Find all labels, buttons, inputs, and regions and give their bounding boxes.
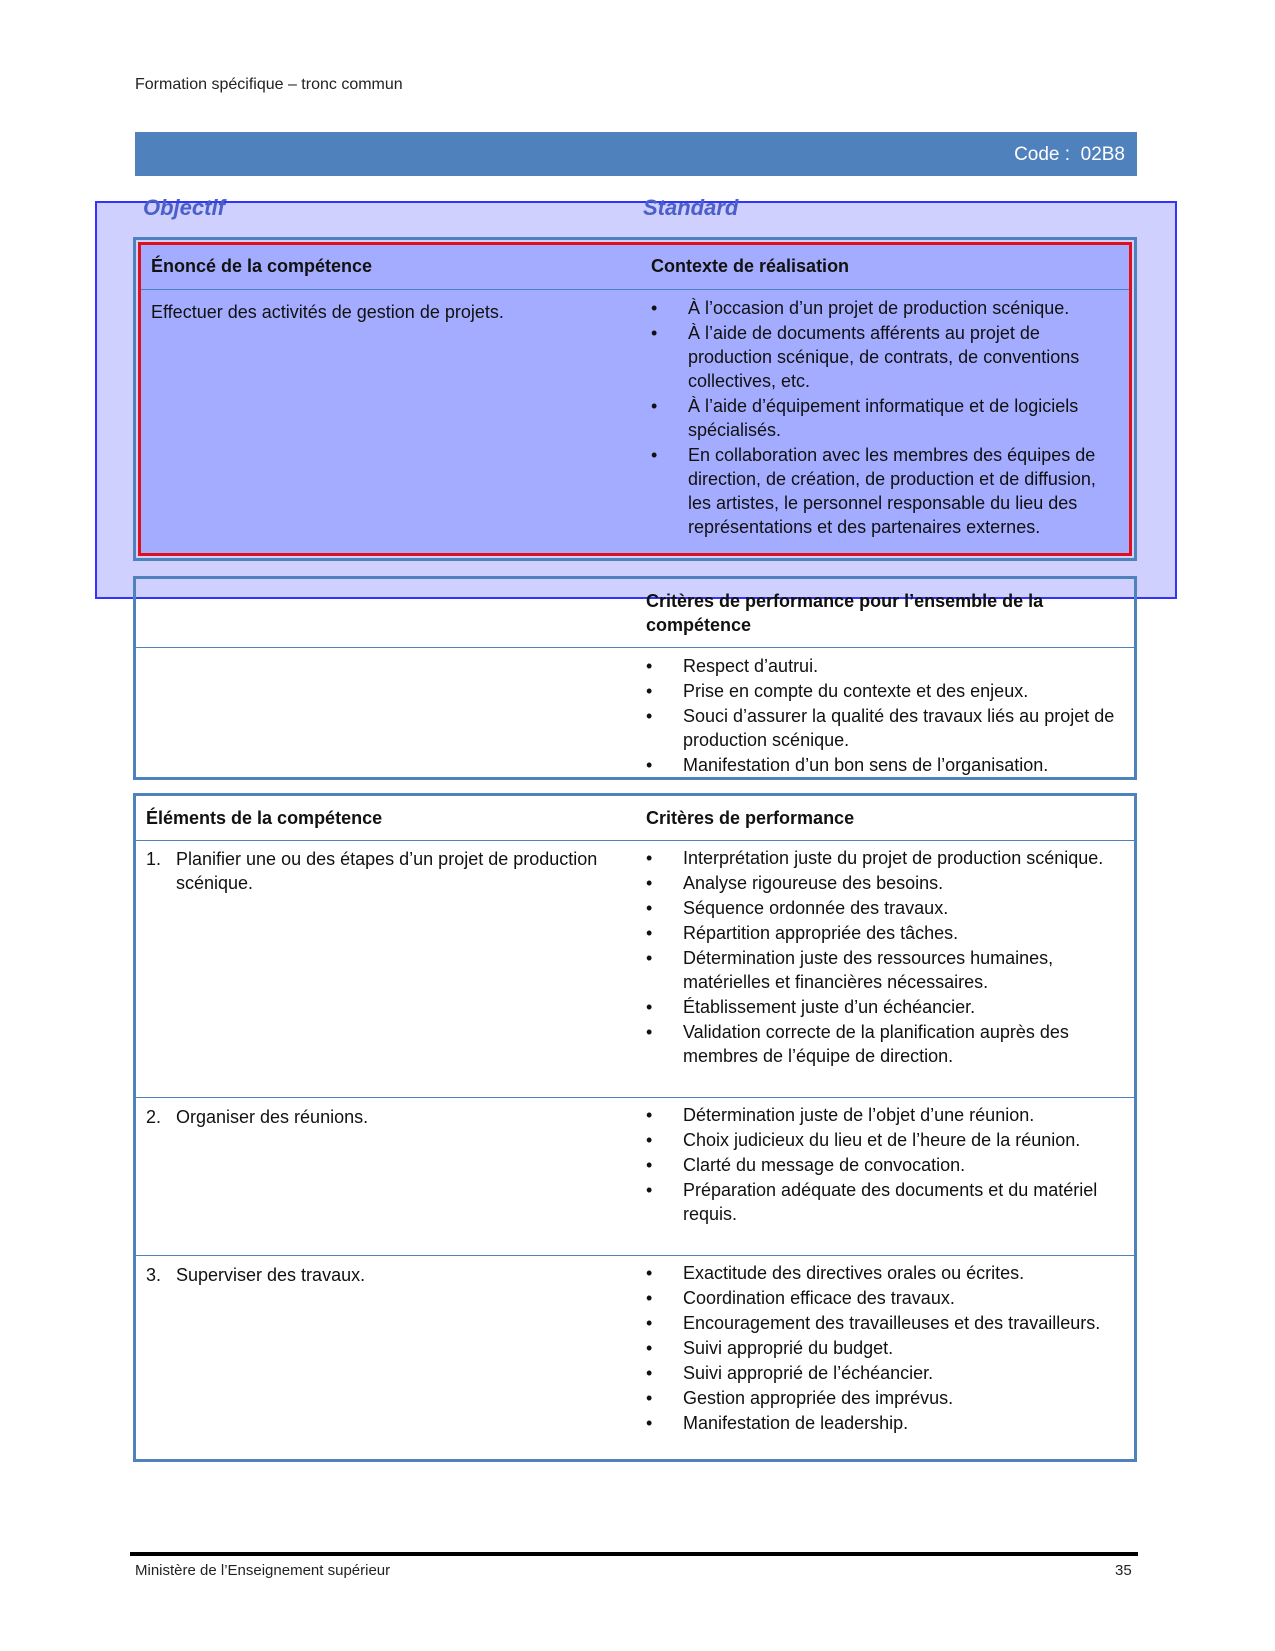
- ensemble-criteres-list: [646, 654, 1116, 778]
- list-item: • Analyse rigoureuse des besoins.: [646, 871, 1116, 895]
- list-item: • Détermination juste de l’objet d’une réunion.: [646, 1103, 1116, 1127]
- ensemble-header: Critères de performance pour l’ensemble de la compétence: [646, 591, 1044, 635]
- table-row: [136, 841, 1134, 1098]
- list-item: • Détermination juste des ressources humaines, matérielles et financières nécessaires.: [646, 946, 1116, 994]
- footer-ministry: Ministère de l’Enseignement supérieur: [135, 1562, 391, 1579]
- list-item: • Manifestation de leadership.: [646, 1411, 1116, 1435]
- page-number: 35: [1115, 1562, 1132, 1579]
- list-item: • Manifestation d’un bon sens de l’organisation.: [646, 753, 1116, 777]
- objectif-title: Objectif: [143, 195, 225, 220]
- contexte-list: [651, 296, 1121, 540]
- element-criteres-list: [646, 1103, 1116, 1227]
- footer-rule: [130, 1552, 1138, 1556]
- element-item: [146, 1263, 616, 1287]
- element-criteres-list: [646, 846, 1116, 1069]
- list-item: • Clarté du message de convocation.: [646, 1153, 1116, 1177]
- list-item: • Encouragement des travailleuses et des travailleurs.: [646, 1311, 1116, 1335]
- code-value: 02B8: [1080, 144, 1125, 165]
- list-item: • Coordination efficace des travaux.: [646, 1286, 1116, 1310]
- ensemble-header-row: [136, 579, 1134, 648]
- element-item: [146, 1105, 616, 1129]
- list-item: • Prise en compte du contexte et des enjeux.: [646, 679, 1116, 703]
- list-item: • À l’aide de documents afférents au projet de production scénique, de contrats, de conventions collectives, etc.: [651, 321, 1121, 393]
- list-item: • Exactitude des directives orales ou écrites.: [646, 1261, 1116, 1285]
- element-number: 3.: [146, 1265, 162, 1285]
- competence-highlight: [138, 242, 1132, 556]
- code-bar: [133, 132, 1137, 176]
- element-number: 2.: [146, 1107, 162, 1127]
- list-item: • Établissement juste d’un échéancier.: [646, 995, 1116, 1019]
- standard-title: Standard: [643, 195, 739, 220]
- competence-header-row: [141, 245, 1129, 290]
- list-item: • À l’occasion d’un projet de production scénique.: [651, 296, 1121, 320]
- contexte-header: Contexte de réalisation: [651, 256, 850, 276]
- enonce-header: Énoncé de la compétence: [151, 256, 373, 276]
- element-label: Superviser des travaux.: [176, 1265, 366, 1285]
- list-item: • Gestion appropriée des imprévus.: [646, 1386, 1116, 1410]
- list-item: • Choix judicieux du lieu et de l’heure de la réunion.: [646, 1128, 1116, 1152]
- header-note: Formation spécifique – tronc commun: [135, 76, 403, 93]
- element-number: 1.: [146, 849, 162, 869]
- list-item: • Interprétation juste du projet de production scénique.: [646, 846, 1116, 870]
- competence-table: [133, 237, 1137, 561]
- element-label: Organiser des réunions.: [176, 1107, 369, 1127]
- list-item: • Préparation adéquate des documents et du matériel requis.: [646, 1178, 1116, 1226]
- elements-table: [133, 793, 1137, 1462]
- list-item: • En collaboration avec les membres des équipes de direction, de création, de production et de diffusion, les artistes, le personnel responsable du lieu des représentations et des partenaires externes.: [651, 443, 1121, 539]
- list-item: • Validation correcte de la planification auprès des membres de l’équipe de direction.: [646, 1020, 1116, 1068]
- table-row: [136, 1098, 1134, 1256]
- ensemble-table: [133, 576, 1137, 780]
- elements-header-row: [136, 796, 1134, 841]
- list-item: • Suivi approprié de l’échéancier.: [646, 1361, 1116, 1385]
- competence-statement: Effectuer des activités de gestion de projets.: [151, 302, 504, 322]
- code-label: Code : 02B8: [1014, 144, 1125, 165]
- criteres-header: Critères de performance: [646, 808, 855, 828]
- list-item: • Suivi approprié du budget.: [646, 1336, 1116, 1360]
- elements-header: Éléments de la compétence: [146, 808, 383, 828]
- element-item: [146, 847, 616, 895]
- list-item: • Répartition appropriée des tâches.: [646, 921, 1116, 945]
- list-item: • Respect d’autrui.: [646, 654, 1116, 678]
- element-label: Planifier une ou des étapes d’un projet de production scénique.: [176, 849, 598, 893]
- list-item: • Séquence ordonnée des travaux.: [646, 896, 1116, 920]
- list-item: • Souci d’assurer la qualité des travaux liés au projet de production scénique.: [646, 704, 1116, 752]
- element-criteres-list: [646, 1261, 1116, 1436]
- list-item: • À l’aide d’équipement informatique et de logiciels spécialisés.: [651, 394, 1121, 442]
- table-row: [136, 1256, 1134, 1456]
